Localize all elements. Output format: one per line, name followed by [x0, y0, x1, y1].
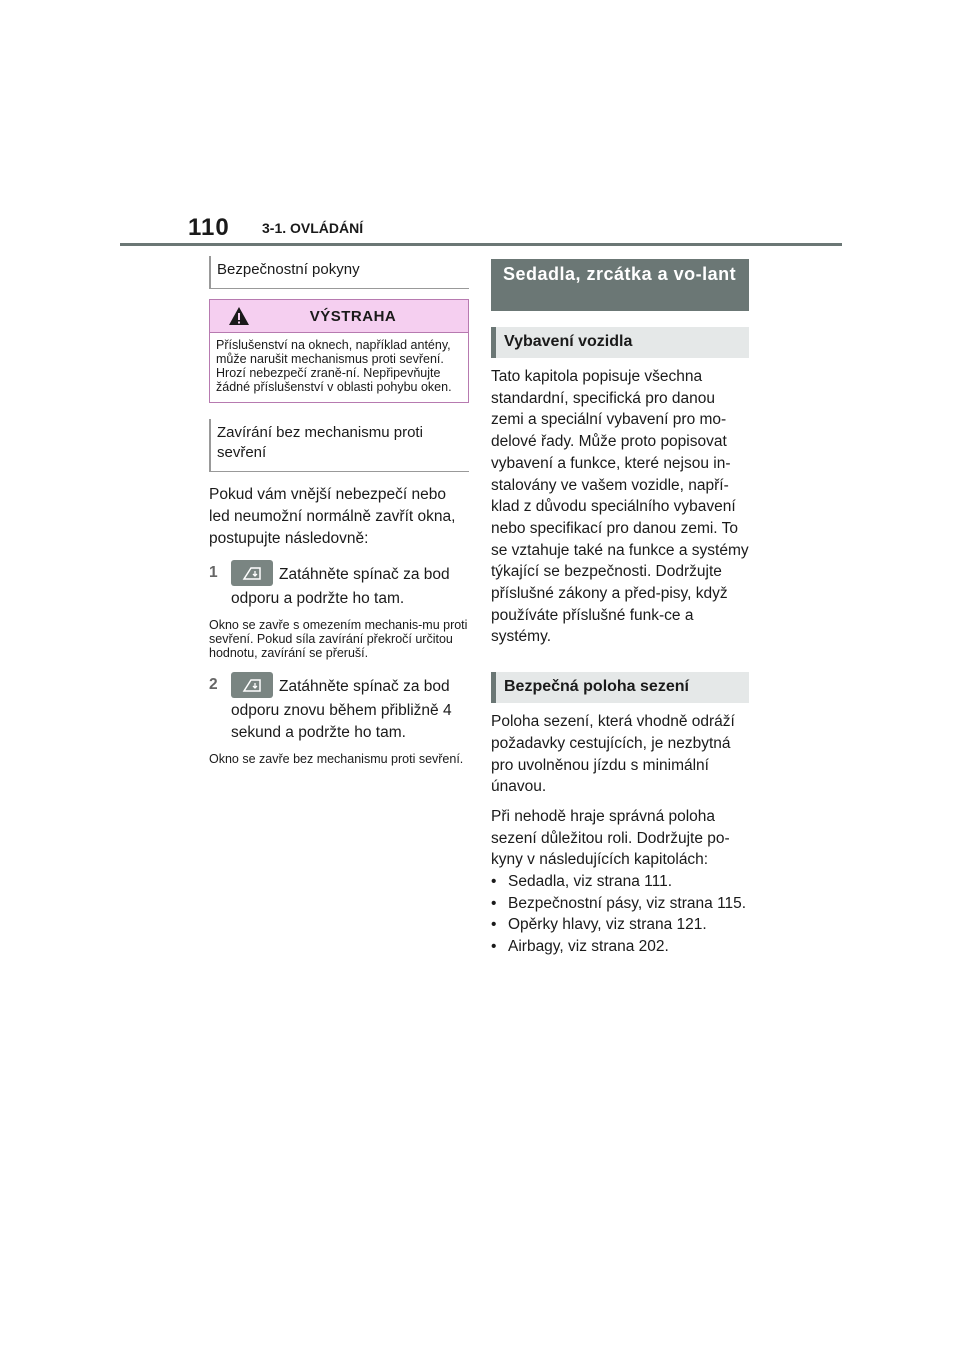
equipment-paragraph: Tato kapitola popisuje všechna standardní, specifická pro danou zemi a speciální vybavení pro mo-delové řady. Může proto popisovat vybavení a funkce, které nejsou in-stalovány ve vašem vozidle, napří-klad z důvodu speciálního vybavení nebo specifikací pro danou zemi. To se vztahuje také na funkce a systémy týkající se bezpečnosti. Dodržujte příslušné zákony a před-pisy, když používáte příslušné funk-ce a systémy. — [491, 368, 749, 646]
closing-heading: Zavírání bez mechanismu proti sevření — [209, 419, 469, 472]
equipment-heading: Vybavení vozidla — [491, 327, 749, 358]
warning-header — [210, 300, 468, 333]
page-number: 110 — [188, 214, 230, 241]
warning-triangle-icon — [228, 306, 250, 326]
step-text: Zatáhněte spínač za bod odporu a podržte ho tam. — [231, 566, 450, 607]
step-note: Okno se zavře s omezením mechanis-mu proti sevření. Pokud síla zavírání překročí určitou hodnotu, zavírání se přeruší. — [209, 618, 468, 660]
section-title: 3-1. OVLÁDÁNÍ — [262, 220, 364, 236]
right-column — [491, 259, 749, 958]
list-item: • Opěrky hlavy, viz strana 121. — [491, 914, 749, 936]
window-switch-icon — [231, 672, 273, 698]
list-item: • Bezpečnostní pásy, viz strana 115. — [491, 893, 749, 915]
reference-list — [491, 871, 749, 958]
window-switch-icon — [231, 560, 273, 586]
warning-box — [209, 299, 469, 403]
list-item: • Airbagy, viz strana 202. — [491, 936, 749, 958]
chapter-title: Sedadla, zrcátka a vo-lant — [491, 259, 749, 311]
safety-heading: Bezpečnostní pokyny — [209, 256, 469, 289]
left-column — [209, 256, 469, 766]
warning-title: VÝSTRAHA — [309, 307, 397, 325]
seating-paragraph-2: Při nehodě hraje správná poloha sezení důležitou roli. Dodržujte po-kyny v následujících kapitolách: — [491, 807, 730, 869]
step-number: 2 — [209, 676, 218, 693]
warning-text: Příslušenství na oknech, například antény, může narušit mechanismus proti sevření. Hrozí nebezpečí zraně-ní. Nepřipevňujte žádné příslušenství v oblasti pohybu oken. — [216, 338, 452, 394]
seating-paragraph-1: Poloha sezení, která vhodně odráží požadavky cestujících, je nezbytná pro uvolněnou jízdu s minimální únavou. — [491, 713, 735, 796]
list-item: • Sedadla, viz strana 111. — [491, 871, 749, 893]
header-divider — [120, 243, 842, 246]
seating-heading: Bezpečná poloha sezení — [491, 672, 749, 703]
step-number: 1 — [209, 564, 218, 581]
step-text: Zatáhněte spínač za bod odporu znovu během přibližně 4 sekund a podržte ho tam. — [231, 678, 452, 741]
step-note: Okno se zavře bez mechanismu proti sevření. — [209, 752, 464, 766]
intro-paragraph: Pokud vám vnější nebezpečí nebo led neumožní normálně zavřít okna, postupujte následovně: — [209, 486, 456, 547]
step-1 — [209, 562, 469, 610]
step-2 — [209, 674, 469, 744]
